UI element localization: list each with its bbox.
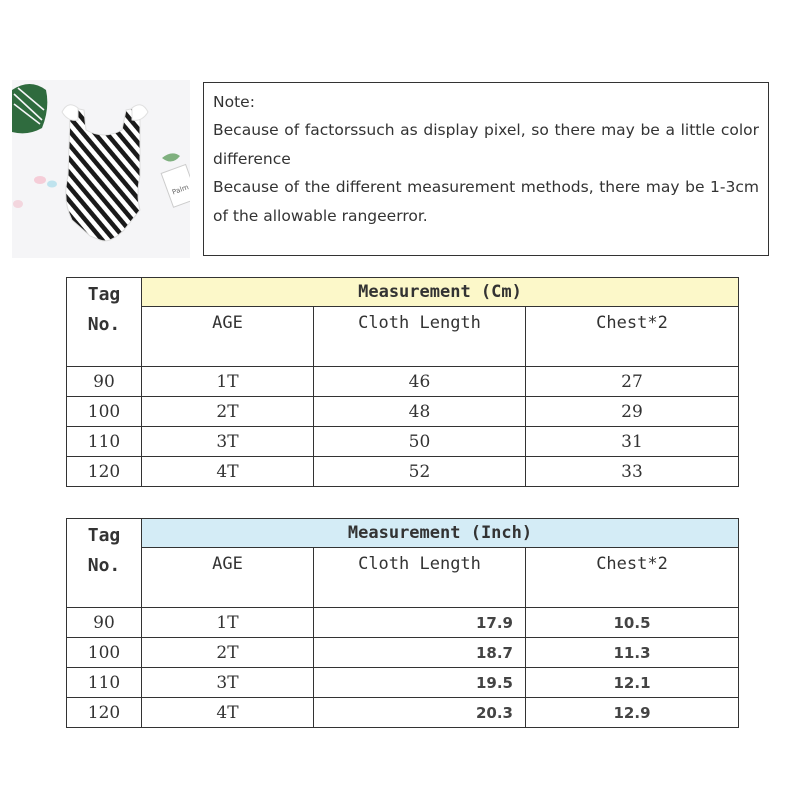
chest-cell: 33 [526,457,739,487]
age-cell: 4T [142,457,314,487]
age-cell: 2T [142,638,314,668]
age-cell: 3T [142,668,314,698]
striped-swimsuit-image [12,80,190,258]
cloth-length-column-header: Cloth Length [314,548,526,608]
length-cell: 17.9 [314,608,526,638]
note-line-color: Because of factorssuch as display pixel, so there may be a little color difference [213,121,759,168]
tag-number-header: Tag No. [67,278,142,367]
table-row [67,638,739,668]
chest-cell: 11.3 [526,638,739,668]
age-cell: 2T [142,397,314,427]
table-row [67,668,739,698]
tag-cell: 90 [67,367,142,397]
tag-card-text: Palm [171,183,190,197]
chest-cell: 27 [526,367,739,397]
chest-column-header: Chest*2 [526,307,739,367]
length-cell: 52 [314,457,526,487]
table-row [67,427,739,457]
cloth-length-column-header: Cloth Length [314,307,526,367]
measurement-header: Measurement (Inch) [142,519,739,548]
palm-leaf-icon [12,84,47,133]
length-cell: 46 [314,367,526,397]
tag-cell: 120 [67,457,142,487]
chest-cell: 31 [526,427,739,457]
age-cell: 3T [142,427,314,457]
chest-cell: 29 [526,397,739,427]
length-cell: 19.5 [314,668,526,698]
table-row [67,608,739,638]
chest-cell: 10.5 [526,608,739,638]
tag-cell: 100 [67,638,142,668]
length-cell: 50 [314,427,526,457]
chest-cell: 12.9 [526,698,739,728]
age-cell: 4T [142,698,314,728]
chest-column-header: Chest*2 [526,548,739,608]
tag-cell: 110 [67,668,142,698]
measurement-header: Measurement (Cm) [142,278,739,307]
size-table-inch [66,518,739,728]
tag-cell: 100 [67,397,142,427]
age-cell: 1T [142,608,314,638]
length-cell: 48 [314,397,526,427]
age-column-header: AGE [142,307,314,367]
tag-cell: 90 [67,608,142,638]
chest-cell: 12.1 [526,668,739,698]
table-row [67,367,739,397]
product-photo [12,80,190,258]
tag-cell: 120 [67,698,142,728]
length-cell: 18.7 [314,638,526,668]
note-box [203,82,769,256]
age-column-header: AGE [142,548,314,608]
table-row [67,397,739,427]
tag-cell: 110 [67,427,142,457]
tag-number-header: Tag No. [67,519,142,608]
age-cell: 1T [142,367,314,397]
size-table-cm [66,277,739,487]
length-cell: 20.3 [314,698,526,728]
table-row [67,698,739,728]
table-row [67,457,739,487]
note-line-measurement: Because of the different measurement methods, there may be 1-3cm of the allowable rangeerror. [213,178,759,225]
note-title: Note: [213,93,255,111]
